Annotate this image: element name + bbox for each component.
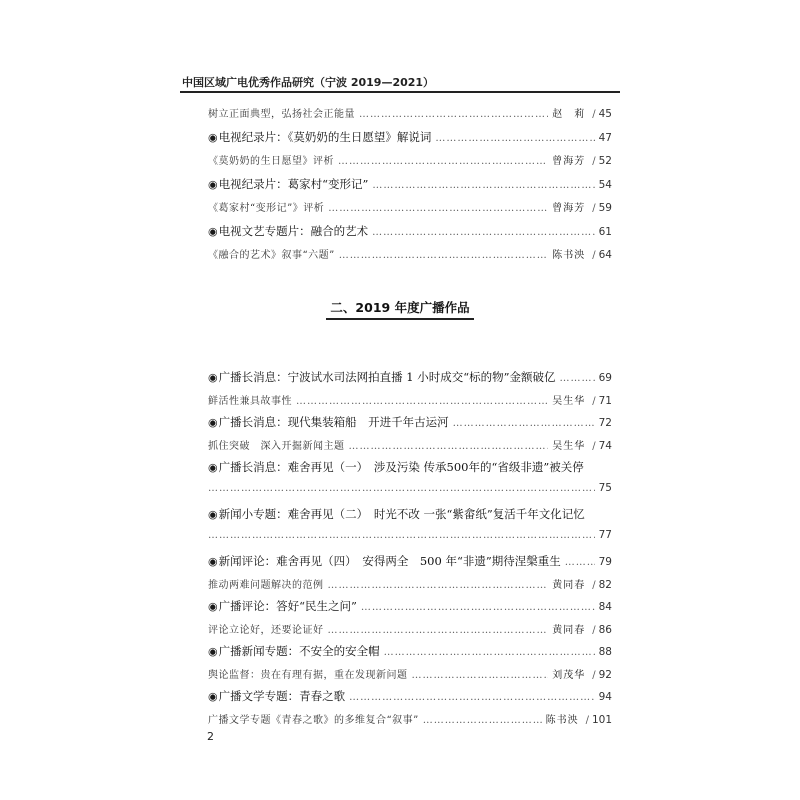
dot-leader [361,602,595,613]
bullet-marker: ◉ [208,690,218,703]
bullet-marker: ◉ [208,645,218,658]
toc-page-number: 94 [598,691,612,703]
toc-author: 黄同春 [552,624,586,636]
toc-subentry [208,576,612,596]
toc-entry [208,223,612,243]
dot-leader [565,557,595,568]
toc-subentry [208,621,612,641]
bullet-marker: ◉ [208,461,218,474]
toc-subentry [208,105,612,125]
toc-subentry [208,666,612,686]
bullet-marker: ◉ [208,416,218,429]
toc-subentry [208,246,612,266]
toc-entry-title: 广播评论：答好“民生之问” [218,599,357,613]
toc-author: 陈书泱 [552,250,586,261]
dot-leader [435,133,594,144]
toc-entry [208,688,612,708]
dot-leader [349,441,549,452]
toc-page-number: 71 [598,394,612,407]
dot-leader [328,203,548,214]
toc-entry [208,129,612,149]
toc-page-number: 59 [598,202,612,214]
toc-subentry-title: 推动两难问题解决的范例 [208,579,324,591]
toc-entry-title: 新闻评论：难舍再见（四） 安得两全 500 年“非遗”期待涅槃重生 [218,554,561,568]
toc-entry-title: 广播新闻专题：不安全的安全帽 [218,644,380,658]
toc-entry-title: 新闻小专题：难舍再见（二） 时光不改 一张“紫畲纸”复活千年文化记忆 [218,507,585,521]
toc-author: 黄同春 [552,579,586,591]
toc-entry [208,643,612,663]
dot-leader [208,483,595,494]
toc-entry [208,598,612,618]
toc-entry [208,176,612,196]
toc-page-number: 72 [598,417,612,429]
slash-separator: / [592,579,596,591]
toc-author: 曾海芳 [552,203,586,214]
toc-entry [208,459,612,479]
running-header [180,71,620,93]
toc-entry [208,506,612,526]
toc-subentry-title: 广播文学专题《青春之歌》的多维复合“叙事” [208,714,419,726]
toc-subentry-title: 舆论监督：贵在有理有据，重在发现新问题 [208,669,408,681]
slash-separator: / [592,440,596,452]
toc-subentry-title: 《葛家村“变形记”》评析 [208,203,325,214]
toc-page-number: 84 [598,601,612,613]
bullet-marker: ◉ [208,371,218,384]
toc-page-number: 69 [598,372,612,384]
dot-leader [453,418,595,429]
toc-subentry-title: 《融合的艺术》叙事“六题” [208,250,335,261]
slash-separator: / [592,669,596,681]
toc-page-number: 82 [598,578,612,591]
toc-entry-title: 广播长消息：难舍再见（一） 涉及污染 传承500年的“省级非遗”被关停 [218,460,584,474]
toc-page-number: 75 [598,481,612,494]
slash-separator: / [592,203,596,214]
dot-leader [423,715,542,726]
dot-leader [208,530,595,541]
toc-entry-title: 广播长消息：现代集装箱船 开进千年古运河 [218,415,449,429]
bullet-marker: ◉ [208,130,218,144]
dot-leader [359,109,548,120]
toc-page-number: 54 [598,178,612,191]
bullet-marker: ◉ [208,555,218,568]
slash-separator: / [592,156,596,167]
toc-subentry [208,392,612,412]
toc-subentry [208,437,612,457]
section-heading-text: 二、2019 年度广播作品 [326,298,473,320]
toc-entry-title: 广播文学专题：青春之歌 [218,689,346,703]
toc-page-number: 79 [598,556,612,568]
dot-leader [349,692,595,703]
toc-subentry [208,711,612,731]
dot-leader [372,180,594,191]
toc-entry [208,369,612,389]
toc-page-number: 61 [598,225,612,238]
toc-entry-title: 电视纪录片：《莫奶奶的生日愿望》解说词 [218,129,432,144]
toc-entry-leader-line [208,482,612,502]
dot-leader [339,250,549,261]
bullet-marker: ◉ [208,508,218,521]
toc-entry-title: 电视文艺专题片：融合的艺术 [218,223,369,238]
toc-page-number: 45 [598,108,612,120]
toc-author: 吴生华 [552,395,586,407]
toc-entry-title: 电视纪录片：葛家村“变形记” [218,176,369,191]
dot-leader [372,227,595,238]
dot-leader [412,670,549,681]
toc-page-number: 86 [598,623,612,636]
toc-page-number: 47 [598,131,612,144]
bullet-marker: ◉ [208,224,218,238]
section-heading [0,297,800,320]
toc-entry-leader-line [208,529,612,549]
page-number: 2 [207,730,214,743]
bullet-marker: ◉ [208,177,218,191]
dot-leader [328,580,549,591]
toc-subentry [208,152,612,172]
book-title: 中国区域广电优秀作品研究（宁波 2019—2021） [182,76,435,89]
slash-separator: / [592,109,596,120]
bullet-marker: ◉ [208,600,218,613]
toc-subentry-title: 树立正面典型，弘扬社会正能量 [208,109,355,120]
toc-subentry-title: 抓住突破 深入开掘新闻主题 [208,440,345,452]
toc-author: 赵 莉 [552,109,586,120]
dot-leader [328,625,549,636]
toc-subentry-title: 《莫奶奶的生日愿望》评析 [208,156,334,167]
toc-author: 刘茂华 [552,669,586,681]
toc-entry-title: 广播长消息：宁波试水司法网拍直播 1 小时成交“标的物”金额破亿 [218,370,556,384]
toc-entry [208,414,612,434]
toc-entry [208,553,612,573]
toc-page-number: 88 [598,646,612,658]
toc-subentry [208,199,612,219]
dot-leader [296,396,548,407]
toc-subentry-title: 评论立论好，还要论证好 [208,624,324,636]
dot-leader [384,647,595,658]
dot-leader [338,156,548,167]
toc-subentry-title: 鲜活性兼具故事性 [208,395,292,407]
toc-page-number: 92 [598,668,612,681]
slash-separator: / [592,250,596,261]
dot-leader [560,373,595,384]
slash-separator: / [585,714,589,726]
toc-author: 曾海芳 [552,156,586,167]
slash-separator: / [592,395,596,407]
toc-page-number: 74 [598,439,612,452]
slash-separator: / [592,624,596,636]
toc-page-number: 101 [591,713,612,726]
toc-author: 陈书泱 [545,714,579,726]
toc-author: 吴生华 [552,440,586,452]
toc-page-number: 52 [598,155,612,167]
toc-page-number: 64 [598,249,612,261]
toc-page-number: 77 [598,528,612,541]
